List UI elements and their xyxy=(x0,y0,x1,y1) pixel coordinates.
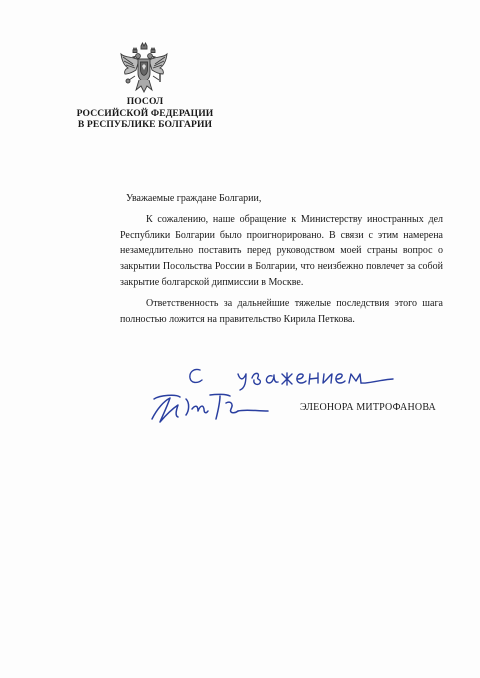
signer-name: ЭЛЕОНОРА МИТРОФАНОВА xyxy=(300,402,436,413)
letterhead-title: ПОСОЛ xyxy=(126,96,164,107)
handwritten-closing xyxy=(188,362,418,392)
russian-coat-of-arms-icon xyxy=(119,42,169,94)
salutation: Уважаемые граждане Болгарии, xyxy=(126,193,262,204)
paragraph-1: К сожалению, наше обращение к Министерству иностранных дел Республики Болгарии было проигнорировано. В связи с этим намерена незамедлительно поставить перед руководством моей страны вопрос о закрытии Посольства России в Болгарии, что неизбежно повлечет за собой закрытие болгарской дипмиссии в Москве. xyxy=(120,213,443,288)
letter-body xyxy=(120,191,443,332)
letterhead xyxy=(60,96,230,131)
letterhead-location: В РЕСПУБЛИКЕ БОЛГАРИИ xyxy=(77,119,213,130)
letterhead-country: РОССИЙСКОЙ ФЕДЕРАЦИИ xyxy=(76,107,214,119)
paragraph-2: Ответственность за дальнейшие тяжелые последствия этого шага полностью ложится на правительство Кирила Петкова. xyxy=(120,297,443,325)
handwritten-signature xyxy=(142,389,270,429)
